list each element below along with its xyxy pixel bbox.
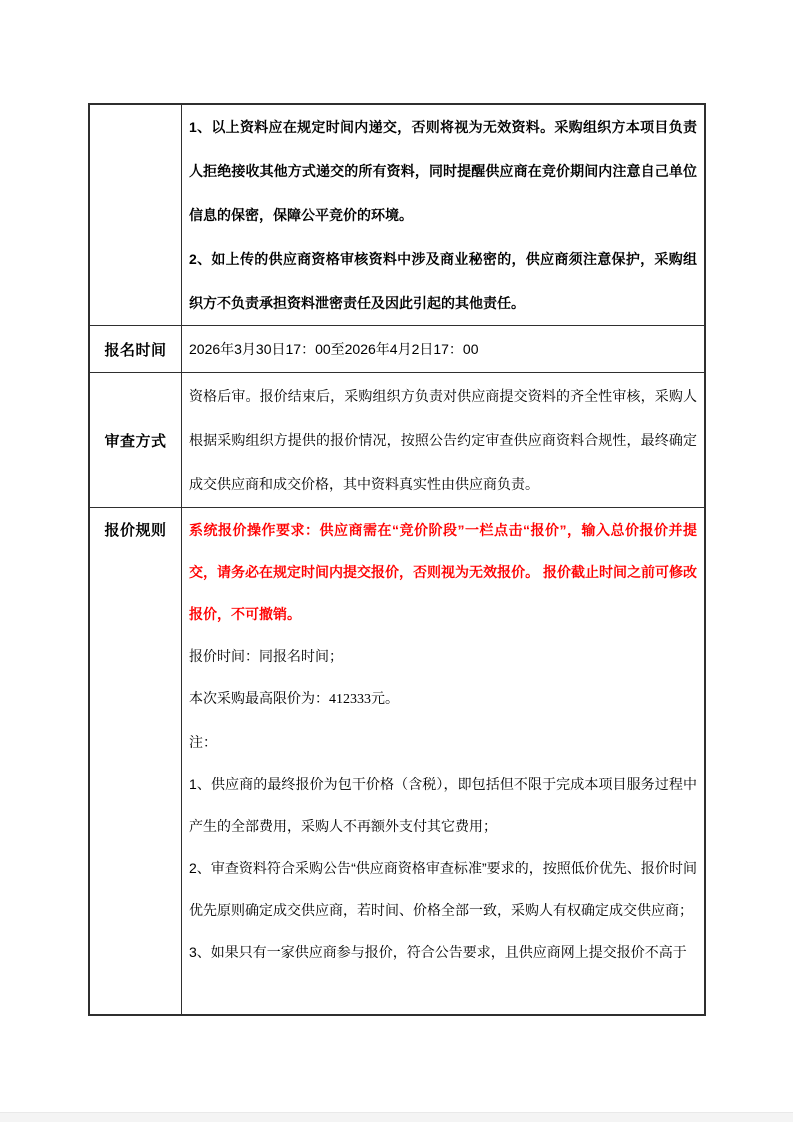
registration-time-value: 2026年3月30日17：00至2026年4月2日17：00 [189, 341, 479, 357]
max-price-suffix: 元。 [371, 690, 399, 706]
label-cell-empty [90, 105, 182, 325]
system-quotation-requirements: 系统报价操作要求：供应商需在“竞价阶段”一栏点击“报价”，输入总价报价并提交，请务必在规定时间内提交报价，否则视为无效报价。 报价截止时间之前可修改报价，不可撤销。 [189, 522, 697, 622]
note-item-1: 1、供应商的最终报价为包干价格（含税），即包括但不限于完成本项目服务过程中产生的全部费用，采购人不再额外支付其它费用； [189, 776, 697, 834]
max-price-line [189, 677, 697, 721]
table-row-quotation-rules [90, 507, 704, 1014]
label-cell-registration-time: 报名时间 [90, 326, 182, 372]
content-cell-registration-time [182, 326, 704, 372]
note-item-2: 2、审查资料符合采购公告“供应商资格审查标准”要求的，按照低价优先、报价时间优先原则确定成交供应商，若时间、价格全部一致，采购人有权确定成交供应商； [189, 860, 697, 918]
quotation-time-line: 报价时间：同报名时间； [189, 648, 343, 664]
page-gap-strip [0, 1112, 793, 1122]
label-cell-quotation-rules: 报价规则 [90, 508, 182, 1014]
max-price-value: 412333 [329, 692, 371, 707]
procurement-rules-table [88, 103, 706, 1016]
content-cell-review-method [182, 373, 704, 507]
content-cell-quotation-rules [182, 508, 704, 1014]
max-price-prefix: 本次采购最高限价为： [189, 690, 329, 706]
paragraph: 2、如上传的供应商资格审核资料中涉及商业秘密的，供应商须注意保护，采购组织方不负责承担资料泄密责任及因此引起的其他责任。 [189, 251, 697, 311]
table-row-materials-note [90, 105, 704, 325]
paragraph: 1、以上资料应在规定时间内递交，否则将视为无效资料。采购组织方本项目负责人拒绝接收其他方式递交的所有资料，同时提醒供应商在竞价期间内注意自己单位信息的保密，保障公平竞价的环境。 [189, 119, 697, 223]
content-cell-materials-note [182, 105, 704, 325]
notes-heading: 注： [189, 734, 217, 750]
paragraph: 资格后审。报价结束后，采购组织方负责对供应商提交资料的齐全性审核，采购人根据采购组织方提供的报价情况，按照公告约定审查供应商资料合规性，最终确定成交供应商和成交价格，其中资料真实性由供应商负责。 [189, 388, 697, 492]
table-row-review-method [90, 372, 704, 507]
table-row-registration-time [90, 325, 704, 372]
note-item-3: 3、如果只有一家供应商参与报价，符合公告要求，且供应商网上提交报价不高于 [189, 944, 687, 960]
label-cell-review-method: 审查方式 [90, 373, 182, 507]
